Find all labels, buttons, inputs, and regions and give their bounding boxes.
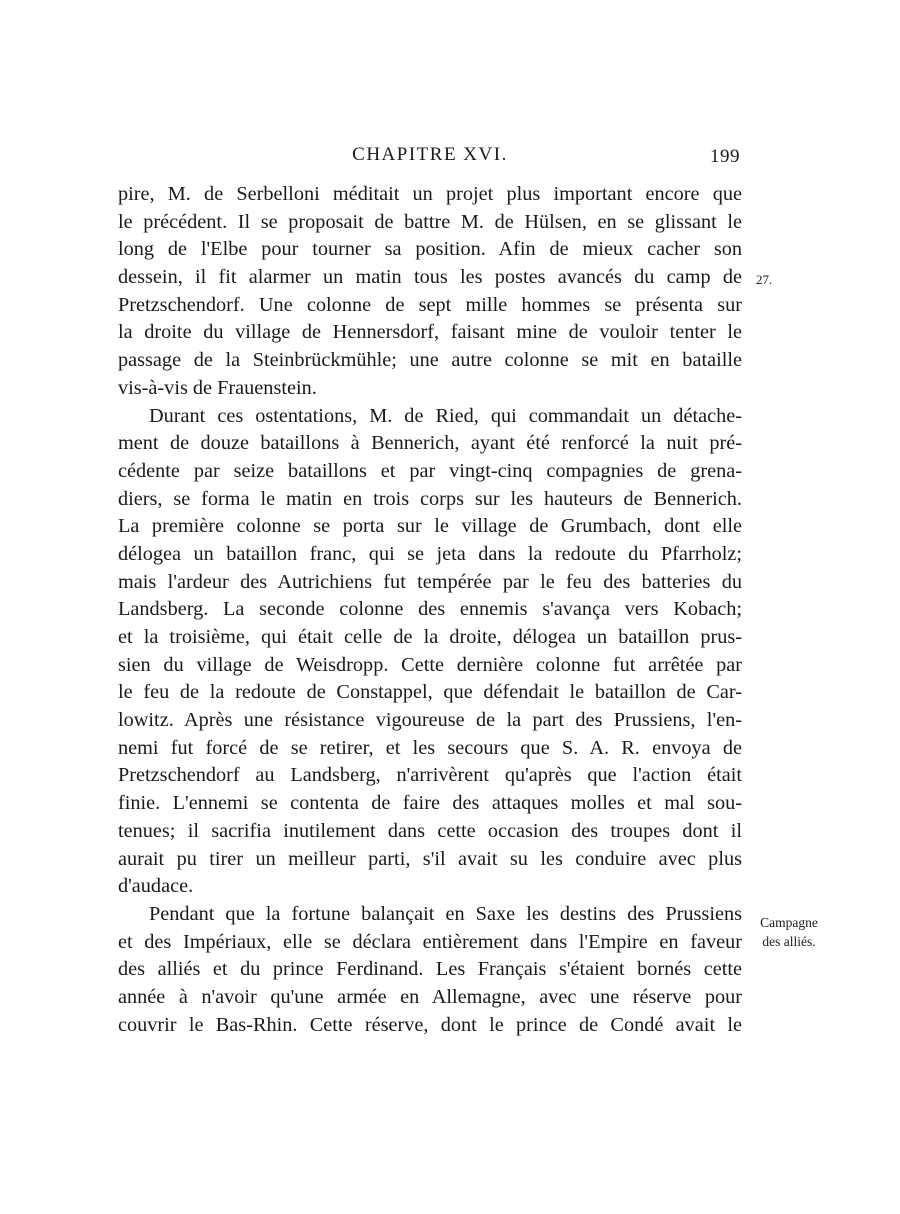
text-line: année à n'avoir qu'une armée en Allemagne, avec une réserve pour <box>118 985 742 1008</box>
text-line: dessein, il fit alarmer un matin tous les postes avancés du camp de <box>118 266 742 289</box>
paragraph <box>118 901 742 1039</box>
text-line: Durant ces ostentations, M. de Ried, qui commandait un détache- <box>149 404 742 427</box>
text-line: long de l'Elbe pour tourner sa position. Afin de mieux cacher son <box>118 238 742 261</box>
margin-note <box>752 913 826 951</box>
text-line: le précédent. Il se proposait de battre M. de Hülsen, en se glissant le <box>118 210 742 233</box>
paragraph <box>118 403 742 901</box>
text-line: ment de douze bataillons à Bennerich, ayant été renforcé la nuit pré- <box>118 432 742 455</box>
text-line: nemi fut forcé de se retirer, et les secours que S. A. R. envoya de <box>118 736 742 759</box>
margin-number: 27. <box>756 272 773 287</box>
text-line: Landsberg. La seconde colonne des ennemis s'avança vers Kobach; <box>118 598 742 621</box>
text-line: couvrir le Bas-Rhin. Cette réserve, dont le prince de Condé avait le <box>118 1013 742 1036</box>
text-line: d'audace. <box>118 875 194 898</box>
text-line: la droite du village de Hennersdorf, faisant mine de vouloir tenter le <box>118 321 742 344</box>
text-line: La première colonne se porta sur le village de Grumbach, dont elle <box>118 515 742 538</box>
text-line: Pretzschendorf au Landsberg, n'arrivèrent qu'après que l'action était <box>118 764 742 787</box>
text-line: sien du village de Weisdropp. Cette dernière colonne fut arrêtée par <box>118 653 742 676</box>
text-line: passage de la Steinbrückmühle; une autre colonne se mit en bataille <box>118 349 742 372</box>
text-line: vis-à-vis de Frauenstein. <box>118 376 317 399</box>
text-line: diers, se forma le matin en trois corps sur les hauteurs de Bennerich. <box>118 487 742 510</box>
text-line: Pendant que la fortune balançait en Saxe les destins des Prussiens <box>149 902 742 925</box>
running-head <box>118 142 742 172</box>
text-line: pire, M. de Serbelloni méditait un projet plus important encore que <box>118 183 742 205</box>
text-line: tenues; il sacrifia inutilement dans cette occasion des troupes dont il <box>118 819 742 842</box>
chapter-title: CHAPITRE XVI. <box>352 144 508 165</box>
text-line: et la troisième, qui était celle de la droite, délogea un bataillon prus- <box>118 626 742 648</box>
text-line: des alliés et du prince Ferdinand. Les Français s'étaient bornés cette <box>118 958 742 981</box>
text-line: délogea un bataillon franc, qui se jeta dans la redoute du Pfarrholz; <box>118 542 742 565</box>
text-line: cédente par seize bataillons et par vingt-cinq compagnies de grena- <box>118 459 742 482</box>
text-line: le feu de la redoute de Constappel, que défendait le bataillon de Car- <box>118 681 742 704</box>
margin-note-line: Campagne <box>760 915 818 930</box>
text-line: Pretzschendorf. Une colonne de sept mille hommes se présenta sur <box>118 293 742 316</box>
paragraph <box>118 181 742 403</box>
margin-note-line: des alliés. <box>762 934 816 949</box>
text-line: lowitz. Après une résistance vigoureuse de la part des Prussiens, l'en- <box>118 709 742 732</box>
text-line: et des Impériaux, elle se déclara entièrement dans l'Empire en faveur <box>118 930 742 953</box>
text-line: mais l'ardeur des Autrichiens fut tempérée par le feu des batteries du <box>118 570 742 593</box>
body-text <box>118 181 742 1039</box>
page-number: 199 <box>710 146 740 167</box>
text-line: aurait pu tirer un meilleur parti, s'il avait su les conduire avec plus <box>118 847 742 870</box>
text-line: finie. L'ennemi se contenta de faire des attaques molles et mal sou- <box>118 792 742 815</box>
